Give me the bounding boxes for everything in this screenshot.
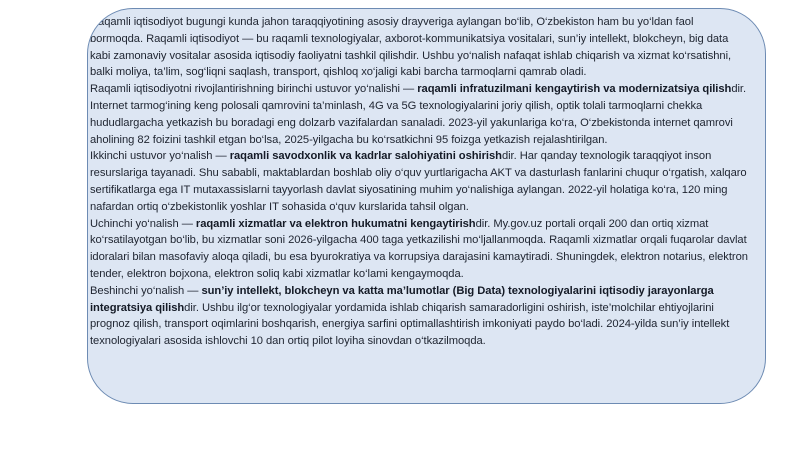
- paragraph-highlight: raqamli infratuzilmani kengaytirish va modernizatsiya qilish: [417, 83, 732, 96]
- paragraph-text: Uchinchi yo‘nalish —: [90, 217, 196, 230]
- paragraph-priority-literacy: [88, 148, 749, 215]
- paragraph-text: dir. Internet tarmog‘ining keng polosali qamrovini ta’minlash, 4G va 5G texnologiyalarini joriy qilish, optik tolali tarmoqlarni chekka hududlargacha yetkazish bu boradagi eng dolzarb vazifalardan sanaladi. 2023-yil yakunlariga ko‘ra, O‘zbekistonda internet qamrovi aholining 82 foizini tashkil etgan bo‘lsa, 2025-yilgacha bu ko‘rsatkichni 95 foizga yetkazish rejalashtirilgan.: [90, 83, 747, 146]
- paragraph-text: Raqamli iqtisodiyot bugungi kunda jahon taraqqiyotining asosiy drayveriga aylangan bo‘lib, O‘zbekiston ham bu yo‘ldan faol bormoqda. Raqamli iqtisodiyot — bu raqamli texnologiyalar, axborot-kommunikatsiya vositalari, sun’iy intellekt, blokcheyn, big data kabi zamonaviy vositalar asosida iqtisodiy faoliyatni tashkil qilishdir. Ushbu yo‘nalish nafaqat ishlab chiqarish va xizmat ko‘rsatishni, balki moliya, ta’lim, sog‘liqni saqlash, transport, qishloq xo‘jaligi kabi barcha tarmoqlarni qamrab oladi.: [90, 16, 732, 79]
- text-card: [87, 8, 766, 404]
- paragraph-priority-infrastructure: [88, 81, 749, 148]
- paragraph-text: Raqamli iqtisodiyotni rivojlantirishning birinchi ustuvor yo‘nalishi —: [90, 83, 418, 96]
- paragraph-text: dir. Ushbu ilg‘or texnologiyalar yordamida ishlab chiqarish samaradorligini oshirish, iste’molchilar ehtiyojlarini prognoz qilish, transport oqimlarini boshqarish, energiya sarfini optimallashtirish imkoniyati paydo bo‘ladi. 2024-yilda sun’iy intellekt texnologiyalari asosida ishlovchi 10 dan ortiq pilot loyiha sinovdan o‘tkazilmoqda.: [90, 301, 730, 348]
- paragraph-priority-egov: [88, 216, 749, 283]
- paragraph-text: Beshinchi yo‘nalish —: [90, 284, 202, 297]
- paragraph-priority-ai: [88, 283, 749, 350]
- paragraph-text: dir. My.gov.uz portali orqali 200 dan ortiq xizmat ko‘rsatilayotgan bo‘lib, bu xizmatlar soni 2026-yilgacha 400 taga yetkazilishi mo‘ljallanmoqda. Raqamli xizmatlar orqali fuqarolar davlat idoralari bilan masofaviy aloqa qiladi, bu esa byurokratiya va korrupsiya darajasini kamaytiradi. Shuningdek, elektron notarius, elektron tender, elektron bojxona, elektron soliq kabi xizmatlar ko‘lami kengaymoqda.: [90, 217, 748, 280]
- paragraph-text: dir. Har qanday texnologik taraqqiyot inson resurslariga tayanadi. Shu sababli, maktablardan boshlab oliy o‘quv yurtlarigacha AKT va dasturlash fanlarini chuqur o‘rgatish, xalqaro sertifikatlarga ega IT mutaxassislarni tayyorlash davlat siyosatining muhim yo‘nalishiga aylangan. 2022-yil holatiga ko‘ra, 120 ming nafardan ortiq o‘zbekistonlik yoshlar IT sohasida o‘quv kurslarida tahsil olgan.: [90, 150, 747, 213]
- paragraph-highlight: sun’iy intellekt, blokcheyn va katta ma’lumotlar (Big Data) texnologiyalarini iqtisodiy jarayonlarga integratsiya qilish: [90, 284, 714, 314]
- paragraph-text: Ikkinchi ustuvor yo‘nalish —: [90, 150, 230, 163]
- paragraph-intro: [88, 14, 749, 81]
- paragraph-highlight: raqamli xizmatlar va elektron hukumatni kengaytirish: [195, 217, 476, 230]
- paragraph-highlight: raqamli savodxonlik va kadrlar salohiyatini oshirish: [229, 150, 502, 163]
